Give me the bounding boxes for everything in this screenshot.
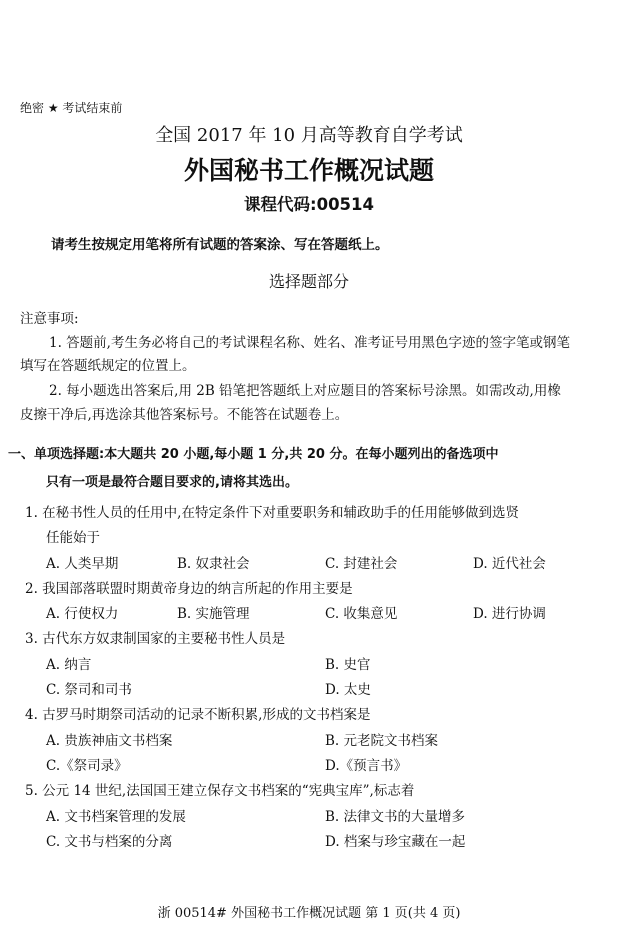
note-1-line-1: 1. 答题前,考生务必将自己的考试课程名称、姓名、准考证号用黑色字迹的签字笔或钢笔	[49, 335, 570, 351]
paper-title: 外国秘书工作概况试题	[183, 156, 434, 185]
course-code: 课程代码:00514	[243, 195, 374, 214]
question-stem: 5. 公元 14 世纪,法国国王建立保存文书档案的“宪典宝库”,标志着	[25, 783, 415, 799]
option-a: A. 行使权力	[46, 606, 119, 622]
option-d: D. 太史	[325, 682, 371, 698]
option-a: A. 文书档案管理的发展	[46, 809, 186, 825]
notes-heading: 注意事项:	[20, 311, 79, 327]
part1-heading-line-2: 只有一项是最符合题目要求的,请将其选出。	[46, 475, 298, 490]
option-d: D.《预言书》	[325, 758, 408, 774]
option-a: A. 人类早期	[46, 556, 119, 572]
note-1-line-2: 填写在答题纸规定的位置上。	[20, 358, 196, 374]
part1-heading-line-1: 一、单项选择题:本大题共 20 小题,每小题 1 分,共 20 分。在每小题列出的备选项中	[8, 447, 499, 462]
option-b: B. 元老院文书档案	[325, 733, 439, 749]
question-stem-continued: 任能始于	[46, 530, 100, 546]
note-2-line-2: 皮擦干净后,再选涂其他答案标号。不能答在试题卷上。	[20, 407, 349, 423]
note-2-line-1: 2. 每小题选出答案后,用 2B 铅笔把答题纸上对应题目的答案标号涂黑。如需改动,用橡	[49, 383, 561, 399]
confidential-label: 绝密 ★ 考试结束前	[20, 101, 123, 115]
question-stem: 2. 我国部落联盟时期黄帝身边的纳言所起的作用主要是	[25, 581, 353, 597]
option-b: B. 实施管理	[177, 606, 250, 622]
question-stem: 4. 古罗马时期祭司活动的记录不断积累,形成的文书档案是	[25, 707, 371, 723]
question-stem: 3. 古代东方奴隶制国家的主要秘书性人员是	[25, 631, 286, 647]
question-stem: 1. 在秘书性人员的任用中,在特定条件下对重要职务和辅政助手的任用能够做到选贤	[25, 505, 519, 521]
main-instruction: 请考生按规定用笔将所有试题的答案涂、写在答题纸上。	[51, 237, 389, 253]
option-a: A. 贵族神庙文书档案	[46, 733, 173, 749]
page-footer: 浙 00514# 外国秘书工作概况试题 第 1 页(共 4 页)	[157, 906, 461, 921]
section-title: 选择题部分	[268, 272, 349, 291]
option-d: D. 进行协调	[473, 606, 546, 622]
option-c: C.《祭司录》	[46, 758, 128, 774]
option-b: B. 史官	[325, 657, 371, 673]
option-d: D. 近代社会	[473, 556, 546, 572]
option-a: A. 纳言	[46, 657, 92, 673]
exam-name: 全国 2017 年 10 月高等教育自学考试	[155, 125, 463, 146]
option-c: C. 祭司和司书	[46, 682, 132, 698]
option-d: D. 档案与珍宝藏在一起	[325, 834, 466, 850]
option-c: C. 收集意见	[325, 606, 398, 622]
option-c: C. 封建社会	[325, 556, 398, 572]
option-b: B. 奴隶社会	[177, 556, 250, 572]
option-b: B. 法律文书的大量增多	[325, 809, 466, 825]
option-c: C. 文书与档案的分离	[46, 834, 173, 850]
